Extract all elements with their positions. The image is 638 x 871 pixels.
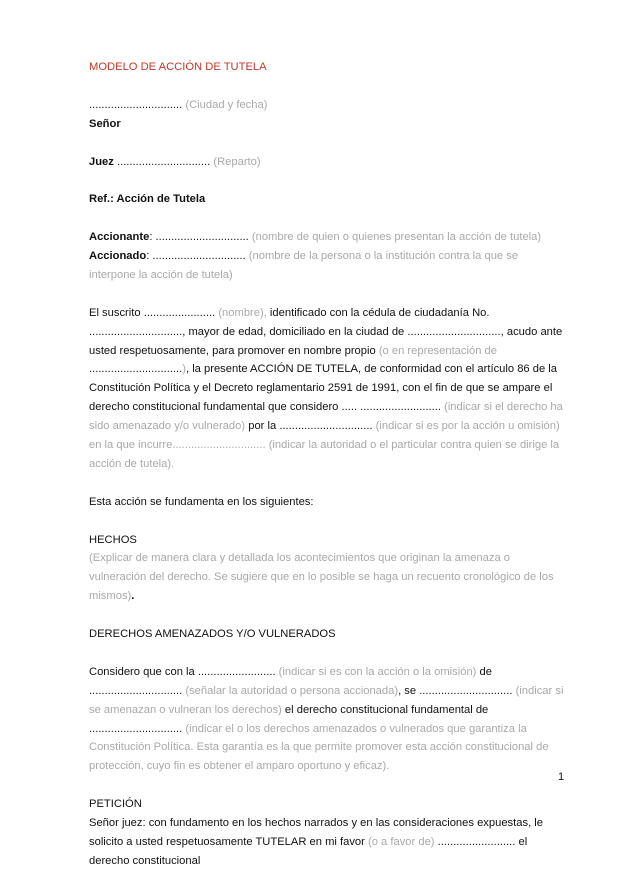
accionado-label: Accionado bbox=[89, 250, 147, 262]
intro-dots: .............................. bbox=[89, 325, 183, 338]
accionante-hint: (nombre de quien o quienes presentan la acción de tutela) bbox=[251, 231, 542, 244]
derechos-text: el derecho constitucional fundamental de bbox=[281, 703, 489, 716]
intro-text: El suscrito bbox=[89, 306, 144, 319]
derechos-text: Considero que con la bbox=[89, 665, 198, 678]
accionante-dots: .............................. bbox=[155, 231, 249, 244]
peticion-heading: PETICIÓN bbox=[89, 798, 142, 811]
peticion-text: Señor juez: con fundamento en los hechos narrados y en las consideraciones expuestas, le solicito a usted respetuosamente TUTELAR en mi favor bbox=[89, 817, 543, 848]
intro-paragraph bbox=[89, 304, 565, 474]
derechos-dots: .............................. bbox=[89, 722, 183, 735]
peticion-hint: (o a favor de) bbox=[368, 836, 435, 848]
accionante-sep: : bbox=[149, 231, 156, 244]
derechos-text: , se bbox=[398, 684, 420, 697]
hechos-heading: HECHOS bbox=[89, 533, 137, 546]
peticion-text: el derecho constitucional bbox=[89, 836, 528, 867]
document-title: MODELO DE ACCIÓN DE TUTELA bbox=[89, 61, 267, 73]
intro-dots: .............................. bbox=[172, 439, 266, 452]
derechos-hint: (indicar si se amenazan o vulneran los derechos) bbox=[89, 684, 564, 716]
hechos-paragraph bbox=[89, 549, 565, 606]
intro-hint: (indicar la autoridad o el particular contra quien se dirige la acción de tutela). bbox=[89, 439, 560, 470]
derechos-hint: (indicar si es con la acción o la omisión) bbox=[278, 665, 477, 678]
hechos-hint: (Explicar de manera clara y detallada los acontecimientos que originan la amenaza o vulneración del derecho. Se sugiere que en lo posible se haga un recuento cronológico de los mismos) bbox=[89, 552, 554, 603]
derechos-dots: ......................... bbox=[197, 665, 276, 678]
derechos-dots: .............................. bbox=[419, 684, 513, 697]
derechos-text: de bbox=[476, 665, 492, 678]
salutation: Señor bbox=[89, 117, 121, 130]
derechos-dots: .............................. bbox=[89, 684, 183, 697]
document-page bbox=[89, 58, 565, 871]
intro-hint: (indicar si el derecho ha sido amenazado y/o vulnerado) bbox=[89, 401, 563, 433]
judge-line bbox=[89, 153, 565, 172]
judge-hint: (Reparto) bbox=[213, 155, 261, 168]
intro-text: , la presente ACCIÓN DE TUTELA, de conformidad con el artículo 86 de la Constitución Política y el Decreto reglamentario 2591 de 1991, con el fin de que se ampare el derecho constitucional fundamental que considero bbox=[89, 363, 558, 414]
intro-hint: (indicar si es por la acción u omisión) en la que incurre bbox=[89, 420, 560, 452]
intro-dots: .............................. bbox=[279, 420, 373, 433]
intro-dots: ....................... bbox=[143, 306, 216, 319]
page-number: 1 bbox=[558, 771, 565, 783]
basis-line: Esta acción se fundamenta en los siguientes: bbox=[89, 495, 314, 508]
derechos-paragraph bbox=[89, 663, 565, 776]
accionado-line bbox=[89, 247, 565, 285]
derechos-heading: DERECHOS AMENAZADOS Y/O VULNERADOS bbox=[89, 628, 336, 641]
intro-hint: ) bbox=[182, 363, 186, 376]
city-date-dots: .............................. bbox=[89, 98, 183, 111]
intro-hint: (nombre), bbox=[218, 306, 267, 319]
accionante-line bbox=[89, 228, 565, 247]
accionante-label: Accionante bbox=[89, 231, 150, 244]
intro-text: , acudo ante usted respetuosamente, para promover en nombre propio bbox=[89, 325, 563, 357]
peticion-dots: ......................... bbox=[434, 836, 516, 848]
hechos-end: . bbox=[131, 590, 135, 603]
reference-line: Ref.: Acción de Tutela bbox=[89, 193, 206, 206]
judge-dots: .............................. bbox=[116, 155, 211, 168]
derechos-hint: (indicar el o los derechos amenazados o vulnerados que garantiza la Constitución Política. Esta garantía es la que permite promover esta acción constitucional de protección, cuyo fin es obtener el amparo oportuno y eficaz). bbox=[89, 722, 549, 773]
city-date-hint: (Ciudad y fecha) bbox=[185, 98, 268, 111]
intro-text: por la bbox=[245, 420, 280, 433]
accionado-dots: .............................. bbox=[152, 250, 246, 262]
intro-dots: .............................. bbox=[89, 363, 183, 376]
intro-dots: ..... .......................... bbox=[341, 401, 441, 414]
accionado-sep: : bbox=[146, 250, 153, 262]
intro-dots: .............................. bbox=[407, 325, 501, 338]
judge-label: Juez bbox=[89, 155, 114, 168]
accionado-hint: (nombre de la persona o la institución contra la que se interpone la acción de tutela) bbox=[89, 250, 519, 281]
city-date-line bbox=[89, 96, 565, 115]
peticion-paragraph bbox=[89, 814, 565, 871]
intro-text: identificado con la cédula de ciudadanía No. bbox=[266, 306, 490, 319]
intro-hint: (o en representación de bbox=[378, 344, 497, 357]
derechos-hint: (señalar la autoridad o persona accionada) bbox=[185, 684, 399, 697]
intro-text: , mayor de edad, domiciliado en la ciudad de bbox=[182, 325, 408, 338]
